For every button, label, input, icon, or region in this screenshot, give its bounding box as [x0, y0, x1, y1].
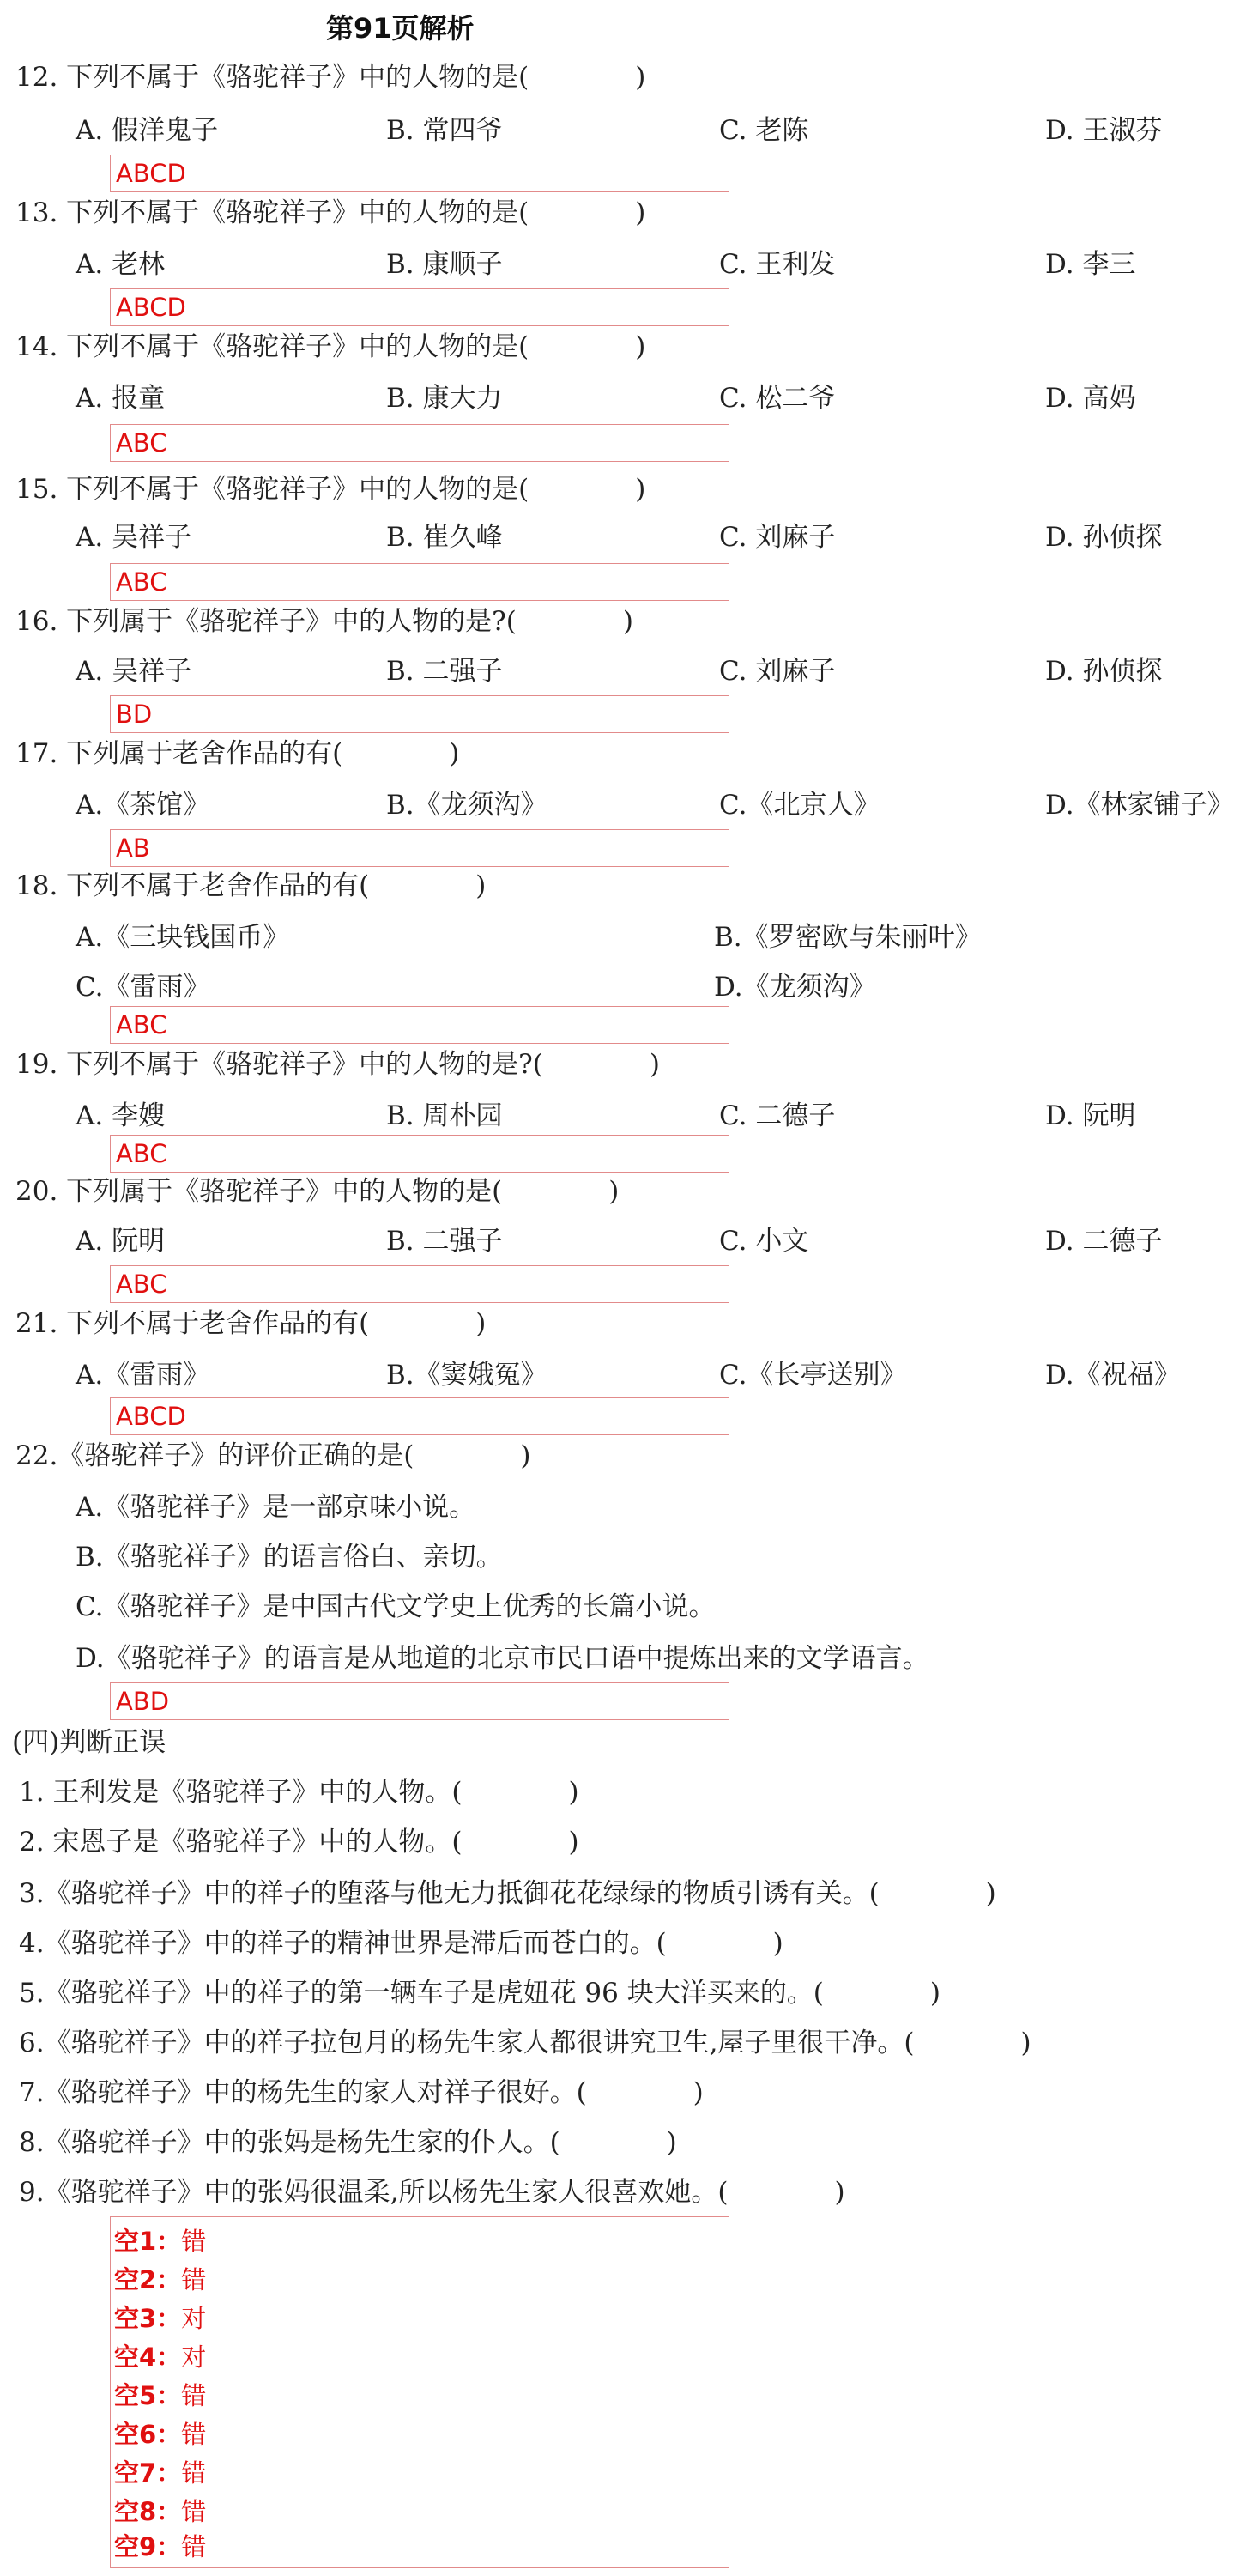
question-stem: 14. 下列不属于《骆驼祥子》中的人物的是( )	[15, 331, 646, 362]
blank-answer	[114, 2338, 206, 2376]
option-a: A. 吴祥子	[76, 656, 192, 687]
blank-value: 错	[181, 2458, 207, 2488]
blank-label: 空8：	[114, 2497, 182, 2526]
blank-value: 错	[181, 2265, 207, 2294]
blank-label: 空3：	[114, 2304, 182, 2333]
option-d: D.《龙须沟》	[714, 972, 876, 1003]
answer-text: ABC	[116, 428, 167, 458]
question-stem: 20. 下列属于《骆驼祥子》中的人物的是( )	[15, 1176, 620, 1207]
judgment-item: 9.《骆驼祥子》中的张妈很温柔,所以杨先生家人很喜欢她。( )	[19, 2177, 845, 2208]
judgment-item: 8.《骆驼祥子》中的张妈是杨先生家的仆人。( )	[19, 2127, 677, 2158]
option-d: D.《祝福》	[1045, 1360, 1181, 1391]
answer-text: BD	[116, 700, 153, 729]
blank-value: 错	[181, 2497, 207, 2526]
question-stem: 18. 下列不属于老舍作品的有( )	[15, 870, 487, 901]
option-c: C. 刘麻子	[719, 522, 836, 553]
option-d: D. 王淑芬	[1045, 115, 1163, 146]
blank-value: 对	[181, 2304, 207, 2333]
blank-label: 空7：	[114, 2458, 182, 2488]
blank-answer	[114, 2261, 206, 2299]
answer-text: ABCD	[116, 159, 186, 188]
answer-text: ABCD	[116, 1402, 186, 1431]
answer-text: ABC	[116, 567, 167, 597]
answer-box	[110, 1006, 729, 1044]
option-b: B.《窦娥冤》	[386, 1360, 547, 1391]
option-c: C.《雷雨》	[76, 972, 210, 1003]
blank-value: 错	[181, 2381, 207, 2410]
option-b: B. 二强子	[386, 656, 503, 687]
option-b: B. 康大力	[386, 383, 503, 414]
question-stem: 13. 下列不属于《骆驼祥子》中的人物的是( )	[15, 197, 646, 228]
option-b: B. 康顺子	[386, 249, 503, 280]
option-d: D. 高妈	[1045, 383, 1136, 414]
question-stem: 17. 下列属于老舍作品的有( )	[15, 738, 460, 769]
judgment-item: 7.《骆驼祥子》中的杨先生的家人对祥子很好。( )	[19, 2077, 704, 2108]
answer-box	[110, 1682, 729, 1720]
answer-box	[110, 1265, 729, 1303]
option-c: C. 松二爷	[719, 383, 836, 414]
blank-label: 空4：	[114, 2343, 182, 2372]
answer-text: ABCD	[116, 293, 186, 322]
option-c: C.《北京人》	[719, 790, 880, 821]
question-stem: 15. 下列不属于《骆驼祥子》中的人物的是( )	[15, 474, 646, 505]
option-b: B.《龙须沟》	[386, 790, 547, 821]
answer-box	[110, 563, 729, 601]
blank-answer	[114, 2377, 206, 2415]
option-d: D. 孙侦探	[1045, 522, 1163, 553]
option-c: C. 小文	[719, 1226, 809, 1257]
option-b: B. 崔久峰	[386, 522, 503, 553]
answer-box	[110, 1397, 729, 1435]
question-stem: 22.《骆驼祥子》的评价正确的是( )	[15, 1440, 531, 1471]
answer-box	[110, 829, 729, 867]
judgment-item: 2. 宋恩子是《骆驼祥子》中的人物。( )	[19, 1827, 579, 1858]
blank-answer	[114, 2493, 206, 2531]
page-title: 第91页解析	[326, 12, 475, 45]
blank-label: 空9：	[114, 2532, 182, 2561]
option-a: A. 吴祥子	[76, 522, 192, 553]
judgment-item: 3.《骆驼祥子》中的祥子的堕落与他无力抵御花花绿绿的物质引诱有关。( )	[19, 1878, 996, 1909]
option-d: D. 阮明	[1045, 1100, 1136, 1131]
answer-box	[110, 695, 729, 733]
answer-text: ABC	[116, 1139, 167, 1168]
blank-answer	[114, 2222, 206, 2260]
blank-label: 空1：	[114, 2227, 182, 2256]
option-a: A. 老林	[76, 249, 166, 280]
question-stem: 19. 下列不属于《骆驼祥子》中的人物的是?( )	[15, 1049, 660, 1080]
option-d: D. 孙侦探	[1045, 656, 1163, 687]
option-c: C. 王利发	[719, 249, 836, 280]
blank-answer	[114, 2454, 206, 2492]
answer-box	[110, 424, 729, 462]
judgment-item: 5.《骆驼祥子》中的祥子的第一辆车子是虎妞花 96 块大洋买来的。( )	[19, 1978, 941, 2009]
option-b: B. 周朴园	[386, 1100, 503, 1131]
option-c: C. 刘麻子	[719, 656, 836, 687]
judgment-answer-box	[110, 2216, 729, 2568]
answer-text: ABD	[116, 1687, 170, 1716]
option-a: A. 假洋鬼子	[76, 115, 219, 146]
option-b: B. 二强子	[386, 1226, 503, 1257]
answer-box	[110, 288, 729, 326]
option-d: D.《林家铺子》	[1045, 790, 1234, 821]
option-d: D. 二德子	[1045, 1226, 1163, 1257]
option-a: A.《三块钱国币》	[76, 922, 290, 953]
blank-answer	[114, 2528, 206, 2566]
blank-label: 空5：	[114, 2381, 182, 2410]
blank-answer	[114, 2415, 206, 2453]
blank-label: 空6：	[114, 2420, 182, 2449]
judgment-item: 6.《骆驼祥子》中的祥子拉包月的杨先生家人都很讲究卫生,屋子里很干净。( )	[19, 2027, 1031, 2058]
option-a: A. 阮明	[76, 1226, 166, 1257]
blank-answer	[114, 2300, 206, 2337]
blank-value: 错	[181, 2532, 207, 2561]
answer-box	[110, 155, 729, 192]
option-a: A.《雷雨》	[76, 1360, 210, 1391]
option-b: B. 常四爷	[386, 115, 503, 146]
option-c: C. 二德子	[719, 1100, 836, 1131]
option-a: A.《骆驼祥子》是一部京味小说。	[76, 1492, 476, 1523]
option-b: B.《骆驼祥子》的语言俗白、亲切。	[76, 1542, 503, 1573]
option-b: B.《罗密欧与朱丽叶》	[714, 922, 982, 953]
option-c: C.《长亭送别》	[719, 1360, 907, 1391]
answer-box	[110, 1135, 729, 1173]
option-a: A.《茶馆》	[76, 790, 210, 821]
option-a: A. 李嫂	[76, 1100, 166, 1131]
answer-text: AB	[116, 833, 150, 863]
blank-label: 空2：	[114, 2265, 182, 2294]
blank-value: 对	[181, 2343, 207, 2372]
judgment-item: 1. 王利发是《骆驼祥子》中的人物。( )	[19, 1777, 579, 1808]
option-c: C. 老陈	[719, 115, 809, 146]
blank-value: 错	[181, 2227, 207, 2256]
blank-value: 错	[181, 2420, 207, 2449]
option-a: A. 报童	[76, 383, 166, 414]
answer-text: ABC	[116, 1270, 167, 1299]
question-stem: 16. 下列属于《骆驼祥子》中的人物的是?( )	[15, 606, 633, 637]
section-heading: (四)判断正误	[12, 1727, 166, 1758]
question-stem: 12. 下列不属于《骆驼祥子》中的人物的是( )	[15, 62, 646, 93]
answer-text: ABC	[116, 1010, 167, 1039]
question-stem: 21. 下列不属于老舍作品的有( )	[15, 1308, 487, 1339]
option-c: C.《骆驼祥子》是中国古代文学史上优秀的长篇小说。	[76, 1591, 716, 1622]
option-d: D. 李三	[1045, 249, 1136, 280]
option-d: D.《骆驼祥子》的语言是从地道的北京市民口语中提炼出来的文学语言。	[76, 1643, 929, 1674]
judgment-item: 4.《骆驼祥子》中的祥子的精神世界是滞后而苍白的。( )	[19, 1928, 783, 1959]
